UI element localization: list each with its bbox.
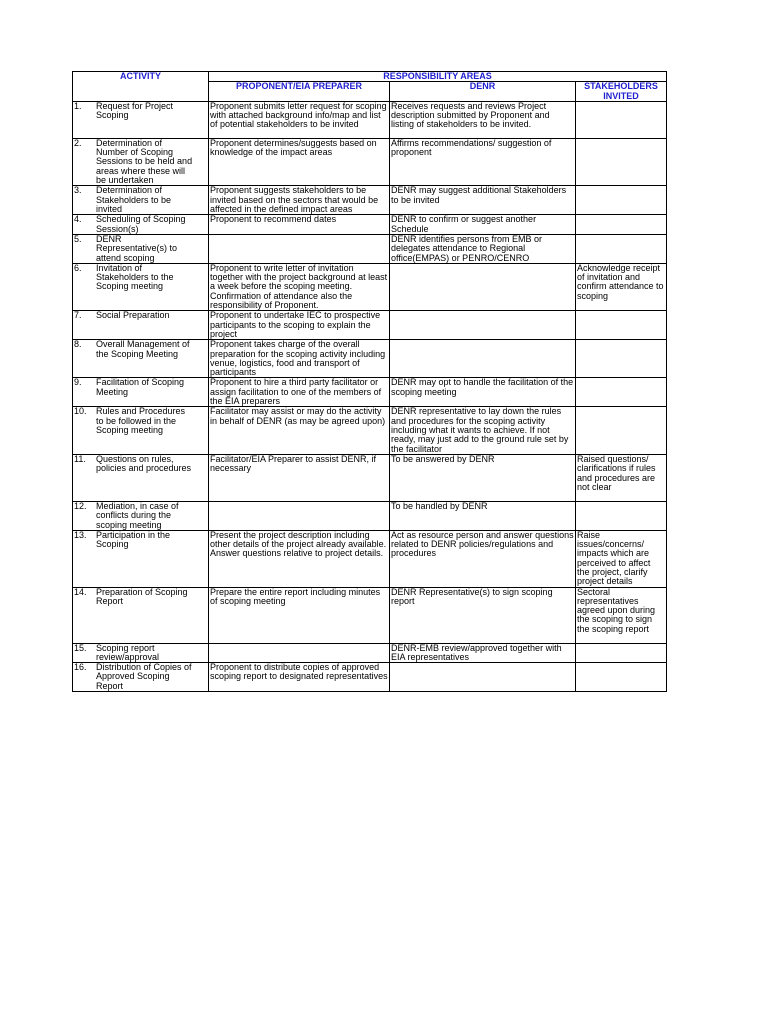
stakeholders-cell — [576, 643, 667, 663]
proponent-cell: Proponent submits letter request for scoping with attached background info/map and list of potential stakeholders to be invited — [209, 101, 390, 138]
activity-cell — [73, 530, 209, 587]
table-row — [73, 663, 667, 692]
table-row — [73, 407, 667, 454]
proponent-cell: Proponent takes charge of the overall preparation for the scoping activity including venue, logistics, food and transport of participants — [209, 340, 390, 378]
activity-number: 16. — [74, 662, 87, 673]
activity-number: 10. — [74, 406, 87, 417]
activity-text: Scheduling of Scoping Session(s) — [96, 214, 186, 234]
denr-cell — [390, 263, 576, 310]
table-row — [73, 501, 667, 530]
stakeholders-cell — [576, 663, 667, 692]
proponent-cell — [209, 643, 390, 663]
proponent-cell: Present the project description including other details of the project already available. Answer questions relative to project details. — [209, 530, 390, 587]
denr-cell: DENR representative to lay down the rules and procedures for the scoping activity including what it wants to achieve. If not ready, may just add to the ground rule set by the facilitator — [390, 407, 576, 454]
activity-cell — [73, 407, 209, 454]
table-row — [73, 186, 667, 215]
proponent-cell: Facilitator/EIA Preparer to assist DENR, if necessary — [209, 454, 390, 501]
activity-text: Participation in the Scoping — [96, 530, 171, 550]
stakeholders-cell: Raised questions/ clarifications if rules and procedures are not clear — [576, 454, 667, 501]
activity-text: Rules and Procedures to be followed in the Scoping meeting — [96, 406, 186, 436]
table-row — [73, 215, 667, 235]
activity-text: Scoping report review/approval — [96, 643, 160, 662]
activity-number: 12. — [74, 501, 87, 511]
stakeholders-cell — [576, 101, 667, 138]
proponent-cell: Proponent to hire a third party facilitator or assign facilitation to one of the members of the EIA preparers — [209, 378, 390, 407]
denr-cell: Receives requests and reviews Project description submitted by Proponent and listing of stakeholders to be invited. — [390, 101, 576, 138]
proponent-cell: Proponent to write letter of invitation together with the project background at least a week before the scoping meeting. Confirmation of attendance also the responsibility of Proponent. — [209, 263, 390, 310]
stakeholders-cell — [576, 234, 667, 263]
activity-cell — [73, 587, 209, 643]
activity-number: 4. — [74, 214, 82, 225]
activity-text: Preparation of Scoping Report — [96, 587, 188, 606]
denr-cell — [390, 663, 576, 692]
denr-cell: DENR may suggest additional Stakeholders to be invited — [390, 186, 576, 215]
denr-cell — [390, 311, 576, 340]
activity-cell — [73, 101, 209, 138]
stakeholders-cell — [576, 407, 667, 454]
activity-number: 15. — [74, 643, 87, 653]
activity-cell — [73, 454, 209, 501]
activity-cell — [73, 643, 209, 663]
activity-text: Overall Management of the Scoping Meeting — [96, 339, 190, 359]
activity-number: 8. — [74, 339, 82, 350]
table-row — [73, 530, 667, 587]
activity-cell — [73, 663, 209, 692]
denr-cell — [390, 340, 576, 378]
stakeholders-header: STAKEHOLDERS INVITED — [576, 82, 667, 102]
stakeholders-cell — [576, 378, 667, 407]
proponent-cell — [209, 234, 390, 263]
proponent-cell — [209, 501, 390, 530]
activity-header: ACTIVITY — [73, 72, 209, 102]
proponent-cell: Proponent to recommend dates — [209, 215, 390, 235]
denr-cell: DENR to confirm or suggest another Schedule — [390, 215, 576, 235]
activity-cell — [73, 311, 209, 340]
activity-cell — [73, 234, 209, 263]
denr-cell: Act as resource person and answer questions related to DENR policies/regulations and procedures — [390, 530, 576, 587]
denr-cell: DENR Representative(s) to sign scoping report — [390, 587, 576, 643]
activity-text: Social Preparation — [96, 310, 170, 321]
stakeholders-cell — [576, 138, 667, 185]
table-row — [73, 263, 667, 310]
proponent-cell: Facilitator may assist or may do the activity in behalf of DENR (as may be agreed upon) — [209, 407, 390, 454]
activity-text: DENR Representative(s) to attend scoping — [96, 234, 178, 263]
activity-text: Determination of Number of Scoping Sessions to be held and areas where these will be undertaken — [96, 138, 193, 186]
proponent-header: PROPONENT/EIA PREPARER — [209, 82, 390, 102]
activity-number: 3. — [74, 185, 82, 196]
activity-number: 13. — [74, 530, 87, 540]
denr-cell: DENR may opt to handle the facilitation of the scoping meeting — [390, 378, 576, 407]
activity-cell — [73, 215, 209, 235]
activity-cell — [73, 340, 209, 378]
stakeholders-cell: Acknowledge receipt of invitation and confirm attendance to scoping — [576, 263, 667, 310]
denr-cell: To be answered by DENR — [390, 454, 576, 501]
table-row — [73, 101, 667, 138]
denr-cell: To be handled by DENR — [390, 501, 576, 530]
activity-text: Facilitation of Scoping Meeting — [96, 377, 185, 397]
table-row — [73, 587, 667, 643]
stakeholders-cell — [576, 215, 667, 235]
denr-cell: Affirms recommendations/ suggestion of proponent — [390, 138, 576, 185]
activity-text: Distribution of Copies of Approved Scoping Report — [96, 662, 192, 691]
denr-header: DENR — [390, 82, 576, 102]
proponent-cell: Proponent suggests stakeholders to be invited based on the sectors that would be affected in the defined impact areas — [209, 186, 390, 215]
activity-cell — [73, 138, 209, 185]
activity-number: 2. — [74, 138, 82, 148]
proponent-cell: Prepare the entire report including minutes of scoping meeting — [209, 587, 390, 643]
stakeholders-cell: Raise issues/concerns/ impacts which are perceived to affect the project, clarify project details — [576, 530, 667, 587]
table-row — [73, 643, 667, 663]
activity-number: 1. — [74, 101, 82, 111]
activity-number: 5. — [74, 234, 82, 244]
activity-cell — [73, 501, 209, 530]
responsibility-areas-header: RESPONSIBILITY AREAS — [209, 72, 667, 82]
activity-cell — [73, 263, 209, 310]
activity-cell — [73, 378, 209, 407]
activity-text: Request for Project Scoping — [96, 101, 174, 121]
proponent-cell: Proponent to undertake IEC to prospective participants to the scoping to explain the project — [209, 311, 390, 340]
activity-text: Mediation, in case of conflicts during the scoping meeting — [96, 501, 179, 530]
stakeholders-cell — [576, 186, 667, 215]
activity-number: 6. — [74, 263, 82, 273]
stakeholders-cell: Sectoral representatives agreed upon during the scoping to sign the scoping report — [576, 587, 667, 643]
responsibility-table — [72, 71, 667, 692]
proponent-cell: Proponent determines/suggests based on knowledge of the impact areas — [209, 138, 390, 185]
header-row-1 — [73, 72, 667, 82]
activity-number: 7. — [74, 310, 82, 321]
table-row — [73, 311, 667, 340]
activity-text: Invitation of Stakeholders to the Scoping meeting — [96, 263, 174, 292]
denr-cell: DENR-EMB review/approved together with EIA representatives — [390, 643, 576, 663]
stakeholders-cell — [576, 340, 667, 378]
activity-text: Determination of Stakeholders to be invited — [96, 185, 172, 214]
denr-cell: DENR identifies persons from EMB or delegates attendance to Regional office(EMPAS) or PENRO/CENRO — [390, 234, 576, 263]
table-row — [73, 234, 667, 263]
stakeholders-cell — [576, 311, 667, 340]
table-row — [73, 454, 667, 501]
activity-cell — [73, 186, 209, 215]
activity-text: Questions on rules, policies and procedures — [96, 454, 192, 474]
table-body — [73, 101, 667, 691]
activity-number: 14. — [74, 587, 87, 597]
activity-number: 9. — [74, 377, 82, 388]
table-row — [73, 340, 667, 378]
table-row — [73, 378, 667, 407]
proponent-cell: Proponent to distribute copies of approved scoping report to designated representatives — [209, 663, 390, 692]
activity-number: 11. — [74, 454, 86, 464]
stakeholders-cell — [576, 501, 667, 530]
table-row — [73, 138, 667, 185]
